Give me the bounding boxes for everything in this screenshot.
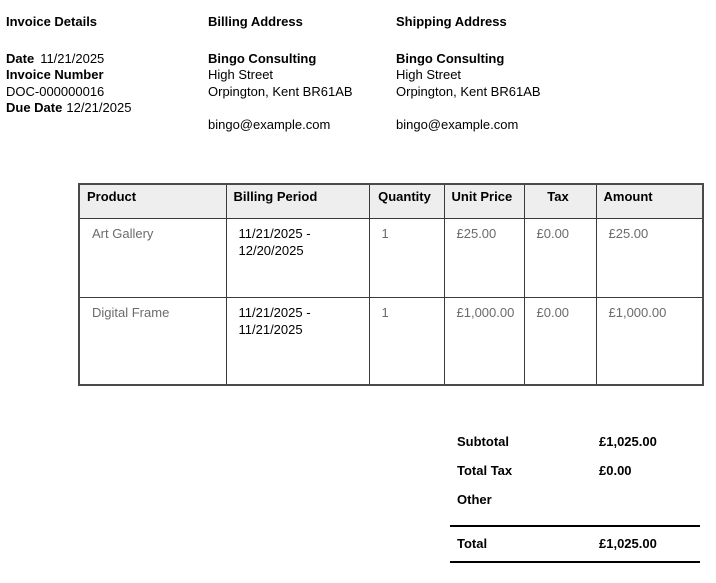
subtotal-label: Subtotal (457, 434, 509, 449)
invoice-date-label: Date (6, 50, 35, 66)
total-tax-label: Total Tax (457, 463, 513, 478)
subtotal-row (450, 434, 700, 452)
cell-unit-price: £25.00 (444, 218, 524, 297)
cell-tax: £0.00 (524, 218, 596, 297)
header-unit-price: Unit Price (444, 184, 524, 218)
header-billing-period: Billing Period (226, 184, 369, 218)
other-label: Other (457, 492, 492, 507)
total-tax-value: £0.00 (599, 463, 632, 478)
billing-address-title: Billing Address (208, 14, 303, 29)
cell-unit-price: £1,000.00 (444, 297, 524, 385)
cell-billing-period: 11/21/2025 - 12/20/2025 (226, 218, 369, 297)
shipping-address-section (396, 14, 576, 134)
cell-quantity: 1 (369, 218, 444, 297)
shipping-company-name: Bingo Consulting (396, 50, 505, 66)
due-date-value: 12/21/2025 (66, 100, 132, 116)
cell-quantity: 1 (369, 297, 444, 385)
due-date-label: Due Date (6, 100, 63, 116)
header-tax: Tax (524, 184, 596, 218)
total-tax-row (450, 463, 700, 481)
cell-tax: £0.00 (524, 297, 596, 385)
invoice-details-title: Invoice Details (6, 14, 98, 29)
cell-billing-period: 11/21/2025 - 11/21/2025 (226, 297, 369, 385)
invoice-date-value: 11/21/2025 (40, 50, 105, 66)
invoice-number-label: Invoice Number (6, 67, 104, 83)
billing-company-name: Bingo Consulting (208, 50, 317, 66)
cell-product: Digital Frame (79, 297, 226, 385)
table-row (79, 218, 703, 297)
table-row (79, 297, 703, 385)
header-amount: Amount (596, 184, 703, 218)
invoice-details-section (6, 14, 196, 117)
line-items-table (78, 183, 704, 386)
shipping-email: bingo@example.com (396, 117, 519, 133)
cell-amount: £1,000.00 (596, 297, 703, 385)
shipping-street: High Street (396, 67, 462, 83)
billing-address-section (208, 14, 388, 134)
totals-section (450, 434, 700, 563)
subtotal-value: £1,025.00 (599, 434, 657, 449)
total-label: Total (457, 536, 488, 551)
billing-street: High Street (208, 67, 274, 83)
totals-divider-bottom (450, 561, 700, 563)
table-header-row (79, 184, 703, 218)
cell-amount: £25.00 (596, 218, 703, 297)
total-value: £1,025.00 (599, 536, 657, 551)
invoice-number-value: DOC-000000016 (6, 83, 105, 99)
invoice-date-row (6, 51, 196, 68)
other-value (599, 492, 700, 510)
billing-email: bingo@example.com (208, 117, 331, 133)
other-row (450, 492, 700, 510)
due-date-row (6, 100, 196, 117)
header-quantity: Quantity (369, 184, 444, 218)
totals-divider-top (450, 525, 700, 527)
shipping-city-line: Orpington, Kent BR61AB (396, 83, 541, 99)
billing-city-line: Orpington, Kent BR61AB (208, 83, 353, 99)
total-row (450, 536, 700, 554)
shipping-address-title: Shipping Address (396, 14, 507, 29)
header-product: Product (79, 184, 226, 218)
cell-product: Art Gallery (79, 218, 226, 297)
